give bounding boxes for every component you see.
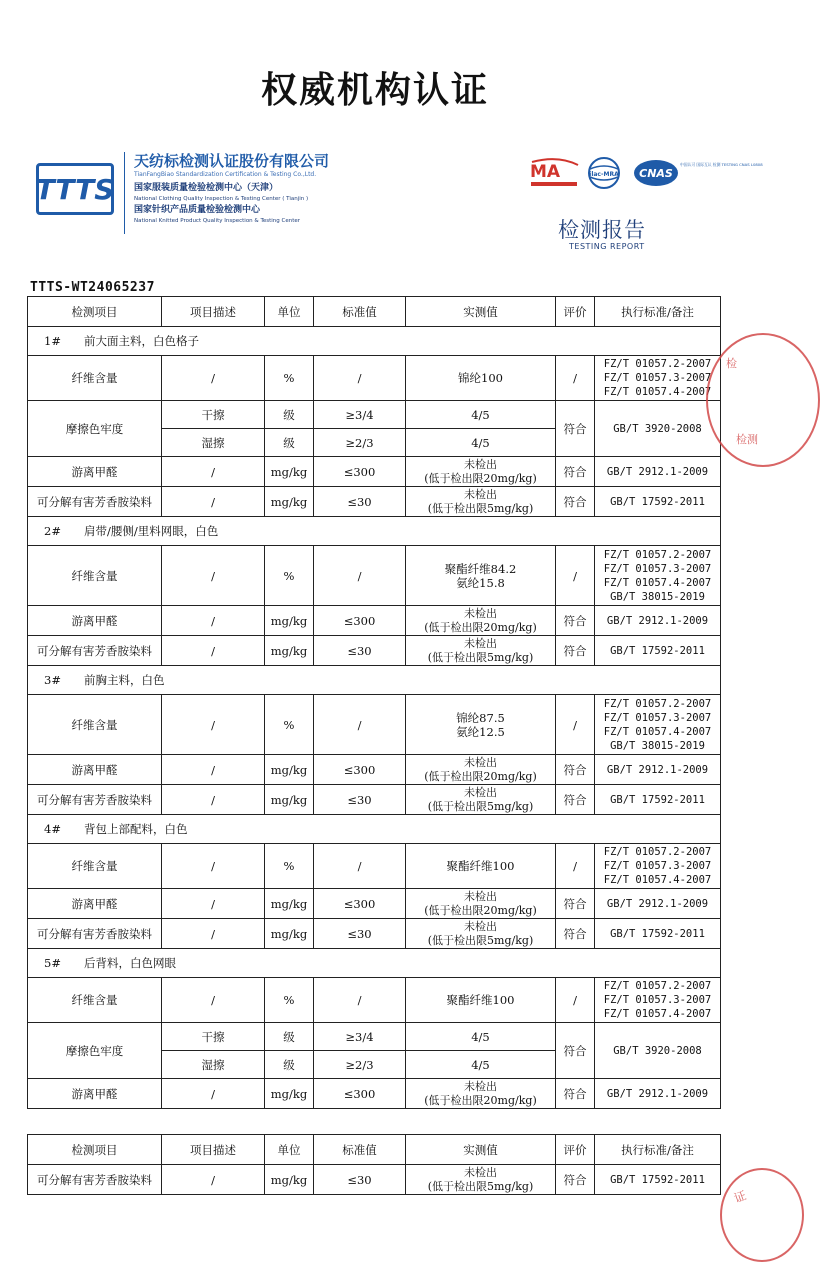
evaluation-cell: 符合 (556, 755, 595, 785)
measured-value-line: 聚酯纤维84.2 (444, 561, 517, 576)
test-item-cell: 游离甲醛 (28, 755, 162, 785)
reference-standard-line: FZ/T 01057.4-2007 (603, 874, 712, 886)
measured-value-line: (低于检出限20mg/kg) (424, 620, 537, 634)
reference-standard-line: GB/T 3920-2008 (613, 1044, 702, 1057)
header-cell: 标准值 (314, 297, 406, 327)
test-item-cell: 纤维含量 (28, 546, 162, 606)
standard-value-cell: / (314, 978, 406, 1023)
standard-value-cell: / (314, 844, 406, 889)
table-row (28, 606, 721, 636)
measured-value-cell (406, 401, 556, 429)
section-description: 肩带/腰侧/里料网眼，白色 (84, 524, 219, 538)
table-row (28, 755, 721, 785)
header-cell: 项目描述 (162, 1135, 265, 1165)
reference-standard-cell (595, 356, 721, 401)
unit-cell: mg/kg (265, 919, 314, 949)
test-item-cell: 游离甲醛 (28, 606, 162, 636)
test-item-cell: 纤维含量 (28, 356, 162, 401)
measured-value-line: 氨纶15.8 (456, 575, 505, 590)
reference-standard-cell (595, 844, 721, 889)
report-title-zh: 检测报告 (558, 218, 646, 242)
center2-en: National Knitted Product Quality Inspection & Testing Center (134, 218, 301, 224)
description-cell: / (162, 457, 265, 487)
reference-standard-cell (595, 457, 721, 487)
description-cell: 湿擦 (162, 1051, 265, 1079)
unit-cell: mg/kg (265, 606, 314, 636)
measured-value-cell (406, 636, 556, 666)
standard-value-cell: / (314, 356, 406, 401)
measured-value-line: 未检出 (464, 785, 497, 799)
test-item-cell: 纤维含量 (28, 695, 162, 755)
evaluation-cell: 符合 (556, 889, 595, 919)
unit-cell: mg/kg (265, 487, 314, 517)
table-row (28, 401, 721, 429)
measured-value-line: (低于检出限5mg/kg) (427, 501, 534, 515)
measured-value-cell (406, 356, 556, 401)
test-item-cell: 可分解有害芳香胺染料 (28, 487, 162, 517)
center1-en: National Clothing Quality Inspection & Testing Center ( Tianjin ) (134, 196, 309, 202)
test-item-cell: 纤维含量 (28, 844, 162, 889)
reference-standard-cell (595, 785, 721, 815)
section-number: 1# (44, 334, 61, 348)
results-table (27, 296, 721, 1109)
evaluation-cell: 符合 (556, 457, 595, 487)
description-cell: 干擦 (162, 401, 265, 429)
measured-value-line: 4/5 (471, 435, 490, 450)
reference-standard-line: FZ/T 01057.2-2007 (603, 697, 712, 710)
measured-value-line: 锦纶87.5 (456, 710, 505, 725)
reference-standard-line: GB/T 17592-2011 (610, 644, 705, 657)
test-item-cell: 摩擦色牢度 (28, 401, 162, 457)
reference-standard-cell (595, 889, 721, 919)
unit-cell: mg/kg (265, 889, 314, 919)
reference-standard-cell (595, 978, 721, 1023)
reference-standard-line: FZ/T 01057.4-2007 (603, 725, 712, 738)
measured-value-line: 未检出 (464, 1079, 497, 1093)
table-row (28, 978, 721, 1023)
standard-value-cell: ≥3/4 (314, 401, 406, 429)
unit-cell: 级 (265, 429, 314, 457)
logo-divider (124, 152, 125, 234)
description-cell: / (162, 889, 265, 919)
unit-cell: 级 (265, 401, 314, 429)
unit-cell: % (265, 546, 314, 606)
measured-value-cell (406, 606, 556, 636)
reference-standard-line: GB/T 2912.1-2009 (606, 1087, 709, 1100)
measured-value-line: 未检出 (464, 919, 497, 933)
ttts-logo: TTTS (36, 163, 114, 215)
unit-cell: % (265, 356, 314, 401)
standard-value-cell: ≤300 (314, 457, 406, 487)
description-cell: / (162, 785, 265, 815)
unit-cell: mg/kg (265, 755, 314, 785)
section-description: 背包上部配料，白色 (84, 822, 188, 836)
measured-value-cell (406, 1051, 556, 1079)
unit-cell: mg/kg (265, 457, 314, 487)
test-item-cell: 摩擦色牢度 (28, 1023, 162, 1079)
description-cell: 湿擦 (162, 429, 265, 457)
measured-value-line: 4/5 (471, 1057, 490, 1072)
header-cell: 执行标准/备注 (595, 1135, 721, 1165)
standard-value-cell: ≤30 (314, 785, 406, 815)
unit-cell: mg/kg (265, 785, 314, 815)
measured-value-cell (406, 695, 556, 755)
test-item-cell: 可分解有害芳香胺染料 (28, 1165, 162, 1195)
cnas-mark-icon (634, 160, 763, 186)
measured-value-line: 未检出 (464, 606, 497, 620)
table-row (28, 1023, 721, 1051)
evaluation-cell: 符合 (556, 487, 595, 517)
evaluation-cell: 符合 (556, 1165, 595, 1195)
standard-value-cell: ≤300 (314, 755, 406, 785)
measured-value-line: 4/5 (471, 1029, 490, 1044)
results-table-continued (27, 1134, 721, 1195)
measured-value-cell (406, 889, 556, 919)
evaluation-cell: / (556, 695, 595, 755)
description-cell: / (162, 755, 265, 785)
page-title: 权威机构认证 (260, 70, 489, 111)
section-row (28, 327, 721, 356)
section-label (28, 949, 721, 978)
section-label (28, 815, 721, 844)
stamp-text-2: 检 (726, 357, 737, 370)
section-number: 2# (44, 524, 61, 538)
measured-value-line: 未检出 (464, 636, 497, 650)
reference-standard-line: GB/T 17592-2011 (610, 927, 705, 940)
table-row (28, 636, 721, 666)
measured-value-cell (406, 1023, 556, 1051)
evaluation-cell: 符合 (556, 785, 595, 815)
measured-value-cell (406, 457, 556, 487)
section-number: 4# (44, 822, 61, 836)
description-cell: / (162, 487, 265, 517)
header-cell: 实测值 (406, 297, 556, 327)
reference-standard-line: GB/T 17592-2011 (610, 495, 705, 508)
measured-value-cell (406, 1079, 556, 1109)
measured-value-line: (低于检出限5mg/kg) (427, 799, 534, 813)
measured-value-cell (406, 487, 556, 517)
header-cell: 实测值 (406, 1135, 556, 1165)
measured-value-cell (406, 844, 556, 889)
measured-value-cell (406, 546, 556, 606)
measured-value-line: (低于检出限5mg/kg) (427, 933, 534, 947)
table-row (28, 1165, 721, 1195)
description-cell: / (162, 356, 265, 401)
stamp-text-3: 证 (732, 1188, 749, 1206)
reference-standard-line: FZ/T 01057.4-2007 (603, 1008, 712, 1020)
reference-standard-line: GB/T 2912.1-2009 (606, 465, 709, 478)
org-name-zh: 天纺标检测认证股份有限公司 (134, 152, 330, 170)
reference-standard-cell (595, 1079, 721, 1109)
unit-cell: mg/kg (265, 636, 314, 666)
description-cell: / (162, 978, 265, 1023)
measured-value-cell (406, 978, 556, 1023)
section-label (28, 666, 721, 695)
reference-standard-line: FZ/T 01057.2-2007 (603, 548, 712, 561)
evaluation-cell: / (556, 978, 595, 1023)
test-item-cell: 游离甲醛 (28, 457, 162, 487)
measured-value-line: (低于检出限20mg/kg) (424, 471, 537, 485)
header-row (28, 1135, 721, 1165)
reference-standard-cell (595, 1023, 721, 1079)
table-row (28, 919, 721, 949)
test-item-cell: 可分解有害芳香胺染料 (28, 919, 162, 949)
table-row (28, 785, 721, 815)
header-cell: 单位 (265, 1135, 314, 1165)
reference-standard-cell (595, 546, 721, 606)
center1-zh: 国家服装质量检验检测中心（天津） (134, 183, 279, 193)
reference-standard-line: FZ/T 01057.3-2007 (603, 994, 712, 1006)
measured-value-line: (低于检出限5mg/kg) (427, 1179, 534, 1193)
org-name-en: TianFangBiao Standardization Certification & Testing Co.,Ltd. (134, 171, 317, 178)
report-number: TTTS-WT24065237 (30, 280, 155, 295)
ilac-mra-mark-icon (589, 158, 619, 188)
measured-value-line: (低于检出限20mg/kg) (424, 769, 537, 783)
measured-value-line: 未检出 (464, 457, 497, 471)
reference-standard-cell (595, 755, 721, 785)
evaluation-cell: / (556, 844, 595, 889)
red-stamp-right (706, 333, 820, 467)
description-cell: / (162, 844, 265, 889)
reference-standard-cell (595, 606, 721, 636)
table-row (28, 889, 721, 919)
table-row (28, 695, 721, 755)
red-stamp-bottom (720, 1168, 804, 1262)
standard-value-cell: ≤30 (314, 919, 406, 949)
reference-standard-line: GB/T 2912.1-2009 (606, 763, 709, 776)
reference-standard-line: GB/T 38015-2019 (610, 739, 705, 752)
measured-value-line: 未检出 (464, 1165, 497, 1179)
reference-standard-line: GB/T 2912.1-2009 (606, 897, 709, 910)
section-row (28, 517, 721, 546)
table-row (28, 844, 721, 889)
reference-standard-line: GB/T 3920-2008 (613, 422, 702, 435)
evaluation-cell: 符合 (556, 401, 595, 457)
measured-value-line: (低于检出限20mg/kg) (424, 903, 537, 917)
measured-value-cell (406, 919, 556, 949)
cnas-small-text: 中国认可 国际互认 检测 TESTING CNAS L0808 (680, 162, 763, 167)
reference-standard-line: FZ/T 01057.2-2007 (603, 980, 712, 992)
reference-standard-cell (595, 695, 721, 755)
measured-value-line: 聚酯纤维100 (446, 859, 515, 873)
reference-standard-line: FZ/T 01057.3-2007 (603, 860, 712, 872)
section-number: 3# (44, 673, 61, 687)
reference-standard-cell (595, 401, 721, 457)
section-row (28, 949, 721, 978)
unit-cell: % (265, 695, 314, 755)
standard-value-cell: ≥3/4 (314, 1023, 406, 1051)
measured-value-line: 氨纶12.5 (456, 724, 505, 739)
measured-value-line: 未检出 (464, 755, 497, 769)
header-row (28, 297, 721, 327)
reference-standard-line: GB/T 17592-2011 (610, 793, 705, 806)
reference-standard-line: GB/T 17592-2011 (610, 1173, 705, 1186)
evaluation-cell: 符合 (556, 919, 595, 949)
reference-standard-line: FZ/T 01057.3-2007 (603, 372, 712, 384)
header-cell: 评价 (556, 297, 595, 327)
unit-cell: 级 (265, 1023, 314, 1051)
evaluation-cell: 符合 (556, 636, 595, 666)
description-cell: / (162, 695, 265, 755)
header-cell: 单位 (265, 297, 314, 327)
description-cell: / (162, 606, 265, 636)
standard-value-cell: ≤30 (314, 636, 406, 666)
reference-standard-line: GB/T 38015-2019 (610, 590, 705, 603)
certification-marks (528, 157, 763, 193)
evaluation-cell: / (556, 356, 595, 401)
description-cell: / (162, 546, 265, 606)
description-cell: 干擦 (162, 1023, 265, 1051)
test-item-cell: 可分解有害芳香胺染料 (28, 785, 162, 815)
standard-value-cell: ≤300 (314, 606, 406, 636)
reference-standard-cell (595, 919, 721, 949)
description-cell: / (162, 919, 265, 949)
unit-cell: mg/kg (265, 1079, 314, 1109)
table-row (28, 1079, 721, 1109)
evaluation-cell: 符合 (556, 1079, 595, 1109)
measured-value-line: 锦纶100 (458, 371, 503, 385)
unit-cell: % (265, 978, 314, 1023)
reference-standard-line: FZ/T 01057.4-2007 (603, 576, 712, 589)
reference-standard-line: FZ/T 01057.2-2007 (603, 358, 712, 370)
cma-mark-text: MA (530, 162, 561, 182)
section-label (28, 327, 721, 356)
unit-cell: 级 (265, 1051, 314, 1079)
description-cell: / (162, 1079, 265, 1109)
reference-standard-cell (595, 487, 721, 517)
section-description: 前大面主料，白色格子 (84, 334, 199, 348)
test-item-cell: 游离甲醛 (28, 1079, 162, 1109)
section-label (28, 517, 721, 546)
unit-cell: % (265, 844, 314, 889)
center2-zh: 国家针织产品质量检验检测中心 (134, 205, 261, 215)
standard-value-cell: / (314, 546, 406, 606)
reference-standard-line: FZ/T 01057.2-2007 (603, 846, 712, 858)
org-block (134, 152, 329, 225)
measured-value-cell (406, 755, 556, 785)
measured-value-line: 未检出 (464, 889, 497, 903)
test-item-cell: 可分解有害芳香胺染料 (28, 636, 162, 666)
section-description: 后背料，白色网眼 (84, 956, 176, 970)
table-row (28, 546, 721, 606)
header-cell: 执行标准/备注 (595, 297, 721, 327)
table-row (28, 356, 721, 401)
test-item-cell: 游离甲醛 (28, 889, 162, 919)
table-row (28, 487, 721, 517)
description-cell: / (162, 636, 265, 666)
standard-value-cell: / (314, 695, 406, 755)
table-row (28, 457, 721, 487)
reference-standard-cell (595, 1165, 721, 1195)
section-row (28, 815, 721, 844)
header-cell: 检测项目 (28, 297, 162, 327)
standard-value-cell: ≥2/3 (314, 1051, 406, 1079)
measured-value-line: (低于检出限5mg/kg) (427, 650, 534, 664)
cma-mark-icon (530, 159, 578, 186)
standard-value-cell: ≤30 (314, 1165, 406, 1195)
header-cell: 检测项目 (28, 1135, 162, 1165)
measured-value-line: 4/5 (471, 407, 490, 422)
standard-value-cell: ≤30 (314, 487, 406, 517)
measured-value-cell (406, 785, 556, 815)
measured-value-line: 未检出 (464, 487, 497, 501)
report-title-en: TESTING REPORT (569, 242, 645, 251)
section-number: 5# (44, 956, 61, 970)
standard-value-cell: ≤300 (314, 1079, 406, 1109)
measured-value-cell (406, 429, 556, 457)
section-row (28, 666, 721, 695)
cnas-mark-text: CNAS (639, 167, 673, 180)
measured-value-cell (406, 1165, 556, 1195)
reference-standard-line: FZ/T 01057.4-2007 (603, 386, 712, 398)
reference-standard-cell (595, 636, 721, 666)
reference-standard-line: FZ/T 01057.3-2007 (603, 562, 712, 575)
test-item-cell: 纤维含量 (28, 978, 162, 1023)
stamp-text-1: 检测 (736, 433, 758, 446)
evaluation-cell: 符合 (556, 1023, 595, 1079)
ilac-mark-text: ilac-MRA (589, 171, 619, 178)
section-description: 前胸主料，白色 (84, 673, 165, 687)
standard-value-cell: ≤300 (314, 889, 406, 919)
header-cell: 项目描述 (162, 297, 265, 327)
unit-cell: mg/kg (265, 1165, 314, 1195)
header-cell: 评价 (556, 1135, 595, 1165)
reference-standard-line: GB/T 2912.1-2009 (606, 614, 709, 627)
evaluation-cell: / (556, 546, 595, 606)
reference-standard-line: FZ/T 01057.3-2007 (603, 711, 712, 724)
measured-value-line: (低于检出限20mg/kg) (424, 1093, 537, 1107)
measured-value-line: 聚酯纤维100 (446, 993, 515, 1007)
standard-value-cell: ≥2/3 (314, 429, 406, 457)
description-cell: / (162, 1165, 265, 1195)
header-cell: 标准值 (314, 1135, 406, 1165)
evaluation-cell: 符合 (556, 606, 595, 636)
